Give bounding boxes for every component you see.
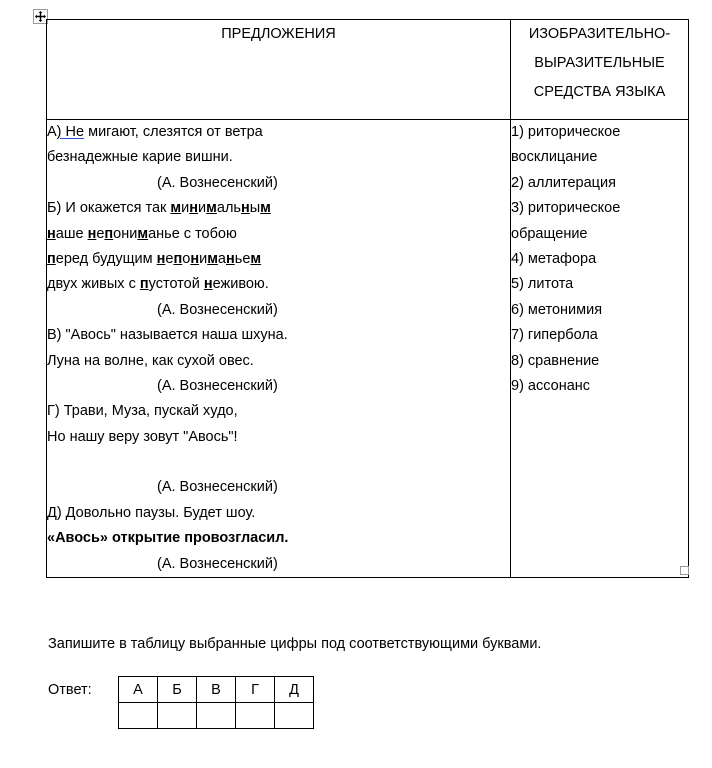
table-body-row: [47, 120, 689, 578]
header-sentences-label: ПРЕДЛОЖЕНИЯ: [221, 26, 336, 42]
sentence-b-line4: [47, 272, 510, 297]
plain-text: е: [165, 251, 174, 268]
device-option-1-cont: восклицание: [511, 149, 598, 166]
sentence-b-line3: [47, 247, 510, 272]
answer-letter-cell: Б: [158, 677, 197, 703]
sentence-g-line2: Но нашу веру зовут "Авось"!: [47, 428, 238, 445]
plain-text: они: [113, 225, 138, 242]
device-option-9: 9) ассонанс: [511, 378, 591, 395]
answer-value-cell[interactable]: [197, 703, 236, 729]
plain-text: еред будущим: [55, 251, 157, 268]
plain-text: и: [199, 251, 208, 268]
instruction-text: Запишите в таблицу выбранные цифры под соответствующими буквами.: [48, 636, 542, 652]
device-option-3-cont: обращение: [511, 225, 588, 242]
sentence-b-line1: [47, 196, 510, 221]
sentence-a-rest: мигают, слезятся от ветра: [84, 124, 263, 140]
answer-value-cell[interactable]: [236, 703, 275, 729]
plain-text: аше: [55, 225, 88, 242]
plain-text: ье: [234, 251, 251, 268]
device-option-6: 6) метонимия: [511, 301, 603, 318]
marked-letter: п: [104, 225, 114, 242]
device-option-3: 3) риторическое: [511, 200, 621, 217]
header-cell-devices: [511, 20, 689, 120]
device-option-1: 1) риторическое: [511, 124, 621, 140]
sentence-d-line1: Д) Довольно паузы. Будет шоу.: [47, 504, 256, 521]
marked-letter: н: [240, 200, 250, 217]
sentence-d-line2: «Авось» открытие провозгласил.: [47, 530, 289, 547]
marked-letter: н: [226, 251, 235, 268]
marked-letter: н: [189, 200, 199, 217]
matching-table: [46, 19, 689, 578]
sentence-d-attribution: (А. Вознесенский): [157, 555, 278, 572]
sentence-a-letter: А: [47, 124, 57, 140]
marked-letter: н: [156, 251, 166, 268]
plain-text: о: [182, 251, 191, 268]
plain-text: и: [198, 200, 207, 217]
marked-letter: м: [206, 200, 217, 217]
device-option-2: 2) аллитерация: [511, 174, 616, 191]
device-option-5: 5) литота: [511, 276, 574, 293]
marked-letter: н: [190, 251, 200, 268]
sentence-g-line1: Г) Трави, Муза, пускай худо,: [47, 403, 238, 420]
sentence-v-attribution: (А. Вознесенский): [157, 378, 278, 395]
marked-letter: н: [47, 225, 56, 242]
device-option-8: 8) сравнение: [511, 352, 600, 369]
marked-letter: м: [260, 200, 271, 217]
answer-table: [118, 676, 314, 729]
sentence-b-attribution: (А. Вознесенский): [157, 301, 278, 318]
table-resize-handle[interactable]: [680, 566, 689, 575]
answer-values-row: [119, 703, 314, 729]
sentence-g-spacer: [47, 450, 510, 475]
marked-letter: н: [203, 276, 213, 293]
header-devices-line1: ИЗОБРАЗИТЕЛЬНО-: [528, 26, 671, 42]
sentence-a-underlined-part: ) Не: [56, 124, 85, 140]
plain-text: еживою.: [212, 276, 269, 293]
answer-letters-row: [119, 677, 314, 703]
answer-label: Ответ:: [48, 682, 92, 698]
answer-letter-cell: Г: [236, 677, 275, 703]
header-devices-line3: СРЕДСТВА ЯЗЫКА: [533, 84, 666, 100]
marked-letter: м: [250, 251, 262, 268]
marked-letter: п: [47, 251, 56, 268]
marked-letter: м: [137, 225, 149, 242]
marked-letter: п: [139, 276, 149, 293]
answer-value-cell[interactable]: [119, 703, 158, 729]
answer-value-cell[interactable]: [275, 703, 314, 729]
answer-letter-cell: Д: [275, 677, 314, 703]
plain-text: аль: [216, 200, 241, 217]
plain-text: е: [96, 225, 105, 242]
plain-text: устотой: [148, 276, 204, 293]
answer-value-cell[interactable]: [158, 703, 197, 729]
sentence-a-attribution: (А. Вознесенский): [157, 174, 278, 191]
header-cell-sentences: [47, 20, 511, 120]
plain-text: Б) И окажется так: [47, 200, 171, 217]
sentence-a-line1: [47, 120, 510, 145]
answer-letter-cell: А: [119, 677, 158, 703]
device-option-4: 4) метафора: [511, 251, 597, 268]
sentence-a-line2: безнадежные карие вишни.: [47, 149, 233, 166]
marked-letter: м: [207, 251, 218, 268]
header-devices-line2: ВЫРАЗИТЕЛЬНЫЕ: [534, 55, 665, 71]
plain-text: двух живых с: [47, 276, 140, 293]
marked-letter: п: [173, 251, 183, 268]
plain-text: а: [217, 251, 226, 268]
devices-cell: [511, 120, 689, 578]
marked-letter: н: [87, 225, 97, 242]
sentences-cell: [47, 120, 511, 578]
plain-text: анье с тобою: [148, 225, 237, 242]
sentence-g-attribution: (А. Вознесенский): [157, 479, 278, 496]
sentence-v-line1: В) "Авось" называется наша шхуна.: [47, 327, 288, 344]
answer-letter-cell: В: [197, 677, 236, 703]
sentence-b-line2: [47, 222, 510, 247]
plain-text: ы: [249, 200, 261, 217]
device-option-7: 7) гипербола: [511, 327, 598, 344]
plain-text: и: [181, 200, 190, 217]
table-header-row: [47, 20, 689, 120]
sentence-v-line2: Луна на волне, как сухой овес.: [47, 352, 254, 369]
marked-letter: м: [170, 200, 182, 217]
